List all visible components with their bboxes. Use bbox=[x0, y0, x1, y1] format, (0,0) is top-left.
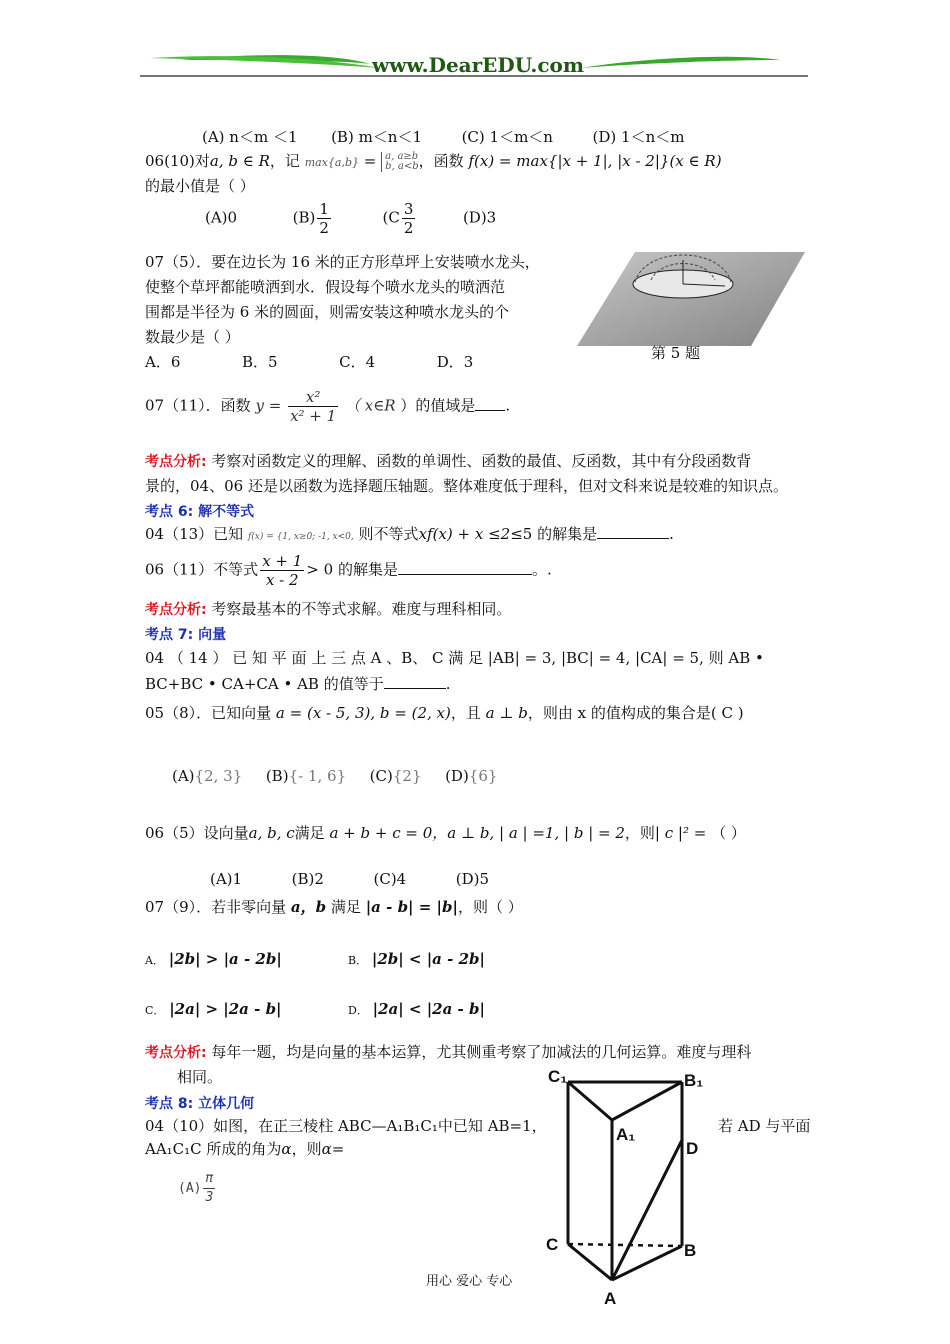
option-b-label: (B) bbox=[292, 208, 316, 227]
label-a1: A₁ bbox=[616, 1125, 636, 1144]
numerator: 1 bbox=[319, 200, 329, 218]
figure-caption: 第 5 题 bbox=[651, 344, 701, 362]
answer-blank[interactable] bbox=[597, 538, 669, 539]
q06-5 bbox=[145, 822, 746, 844]
lawn-plane bbox=[577, 252, 805, 346]
analysis-text: 考察最基本的不等式求解。难度与理科相同。 bbox=[206, 600, 512, 618]
denominator: 2 bbox=[319, 219, 329, 237]
domain: （ x∈R bbox=[344, 396, 396, 415]
q06-10-line2: 的最小值是（ ） bbox=[145, 177, 255, 195]
text: ，且 bbox=[450, 704, 481, 722]
denominator: 2 bbox=[403, 219, 414, 237]
q04-10-line1: 04（10）如图，在正三棱柱 ABC—A₁B₁C₁中已知 AB=1， bbox=[145, 1117, 547, 1135]
edge-ca-thin bbox=[568, 1244, 612, 1280]
analysis-5-line2: 景的，04、06 还是以函数为选择题压轴题。整体难度低于理科，但对文科来说是较难的知识点。 bbox=[145, 477, 788, 495]
edge-c1a1 bbox=[568, 1082, 612, 1120]
text: ，函数 bbox=[418, 152, 464, 170]
q07-9-option-d-row bbox=[348, 998, 485, 1022]
option-a: |2b| > |a - 2b| bbox=[168, 950, 282, 968]
numerator: π bbox=[203, 1170, 215, 1189]
case-1: a, a≥b bbox=[385, 151, 419, 162]
option-d: D．3 bbox=[436, 353, 474, 371]
q06-11 bbox=[145, 552, 552, 589]
footer-text: 用心 爱心 专心 bbox=[426, 1274, 513, 1289]
analysis-5-line1 bbox=[145, 450, 751, 473]
option-c: |2a| > |2a - b| bbox=[169, 1000, 282, 1018]
q-number: 07（9）．若非零向量 bbox=[145, 898, 287, 916]
q05-8-options bbox=[172, 765, 497, 787]
choice-c: (C) 1＜m＜n bbox=[461, 128, 553, 146]
option-d-label: D． bbox=[348, 1004, 368, 1017]
condition: a, b ∈ R bbox=[209, 152, 270, 170]
piecewise-max bbox=[381, 152, 419, 172]
q-number: 07（11）．函数 bbox=[145, 396, 251, 415]
choice-d: (D) 1＜n＜m bbox=[592, 128, 685, 146]
analysis-label: 考点分析: bbox=[145, 1045, 207, 1061]
q06-10-options bbox=[205, 200, 496, 237]
choice-b: (B) m＜n＜1 bbox=[331, 128, 423, 146]
q04-10-line2 bbox=[145, 1138, 344, 1160]
text: 满足 bbox=[294, 824, 325, 842]
target: | c |² = bbox=[654, 824, 707, 842]
option-d: (D)3 bbox=[462, 208, 497, 227]
piecewise: f(x) = {1, x≥0; -1, x<0, bbox=[247, 532, 354, 542]
section-6-title: 考点 6: 解不等式 bbox=[145, 504, 255, 520]
label-b1: B₁ bbox=[684, 1071, 704, 1090]
logo-swoosh-right bbox=[580, 57, 780, 68]
option-b: |2b| < |a - 2b| bbox=[371, 950, 485, 968]
option-d: |2a| < |2a - b| bbox=[372, 1000, 485, 1018]
option-a: (A)0 bbox=[205, 208, 238, 227]
q07-5-options bbox=[145, 351, 473, 373]
header-logo bbox=[140, 48, 810, 82]
q07-9-option-c-row bbox=[145, 998, 282, 1022]
q07-5-line3: 围都是半径为 6 米的圆面，则需安装这种喷水龙头的个 bbox=[145, 303, 510, 321]
answer-blank[interactable] bbox=[384, 688, 446, 689]
text: . bbox=[505, 396, 511, 415]
option-d: (D)5 bbox=[455, 870, 490, 888]
option-b-label: (B) bbox=[265, 767, 289, 785]
option-a-label: (A) bbox=[178, 1181, 202, 1196]
option-b: B．5 bbox=[241, 353, 278, 371]
text: . bbox=[669, 525, 674, 543]
q04-10-option-a bbox=[178, 1170, 217, 1207]
fraction bbox=[260, 552, 304, 589]
alpha: α bbox=[321, 1140, 332, 1158]
text: > 0 的解集是 bbox=[306, 560, 398, 579]
prism-diagram bbox=[540, 1064, 720, 1312]
text: = bbox=[331, 1140, 345, 1158]
choice-a: (A) n＜m ＜1 bbox=[202, 128, 298, 146]
q07-5-line1: 07（5）．要在边长为 16 米的正方形草坪上安装喷水龙头， bbox=[145, 253, 540, 271]
option-a: A．6 bbox=[145, 353, 181, 371]
text: （ ） bbox=[711, 824, 746, 842]
numerator: x + 1 bbox=[262, 552, 303, 570]
option-b-fraction bbox=[317, 200, 331, 237]
q-number: 04（13）已知 bbox=[145, 525, 244, 543]
max-label: max{a,b} bbox=[304, 156, 359, 169]
option-b-label: B． bbox=[348, 954, 368, 967]
option-c: {2} bbox=[392, 767, 422, 785]
denominator: 3 bbox=[205, 1190, 214, 1205]
text: BC+BC • CA+CA • AB 的值等于 bbox=[145, 675, 384, 693]
q06-10-line1 bbox=[145, 150, 722, 174]
option-a: (A)1 bbox=[210, 870, 243, 888]
inequality: xf(x) + x ≤2 bbox=[418, 525, 511, 543]
option-a-fraction bbox=[203, 1170, 215, 1207]
denominator: x² + 1 bbox=[290, 407, 337, 425]
label-b: B bbox=[684, 1241, 697, 1260]
option-c-label: C． bbox=[145, 1004, 165, 1017]
segment-ad bbox=[612, 1140, 682, 1280]
edge-ba bbox=[612, 1246, 682, 1280]
q04-14-line2 bbox=[145, 673, 451, 695]
perpendicular: a ⊥ b bbox=[485, 704, 528, 722]
option-a-label: (A) bbox=[172, 767, 195, 785]
label-c1: C₁ bbox=[548, 1067, 568, 1086]
text: 。. bbox=[531, 560, 552, 579]
function-expr: f(x) = max{|x + 1|, |x - 2|}(x ∈ R) bbox=[468, 152, 722, 170]
logo-text: www.DearEDU.com bbox=[372, 53, 585, 77]
option-c: C．4 bbox=[339, 353, 376, 371]
lhs: y = bbox=[255, 396, 282, 415]
q-number: 06(10)对 bbox=[145, 152, 210, 170]
label-c: C bbox=[546, 1235, 559, 1254]
option-c-label: (C) bbox=[369, 767, 393, 785]
text: ，记 bbox=[269, 152, 300, 170]
numerator: 3 bbox=[403, 200, 414, 218]
option-c-fraction bbox=[402, 200, 416, 237]
q06-5-options bbox=[210, 868, 489, 890]
analysis-6 bbox=[145, 598, 511, 621]
logo-swoosh-left-2 bbox=[150, 56, 380, 68]
analysis-text: 每年一题，均是向量的基本运算，尤其侧重考察了加减法的几何运算。难度与理科 bbox=[206, 1043, 752, 1061]
q07-9 bbox=[145, 896, 523, 918]
q04-13 bbox=[145, 523, 674, 548]
option-d-label: (D) bbox=[445, 767, 469, 785]
label-a: A bbox=[604, 1289, 617, 1308]
analysis-text: 考察对函数定义的理解、函数的单调性、函数的最值、反函数，其中有分段函数背 bbox=[206, 452, 752, 470]
q07-9-option-b-row bbox=[348, 948, 485, 972]
vectors: a，b bbox=[290, 898, 327, 916]
q-number: 06（5）设向量 bbox=[145, 824, 249, 842]
option-b: (B)2 bbox=[291, 870, 324, 888]
q-number: 05（8）．已知向量 bbox=[145, 704, 272, 722]
case-2: b, a<b bbox=[385, 161, 419, 172]
section-8-title: 考点 8: 立体几何 bbox=[145, 1096, 255, 1112]
q05-8 bbox=[145, 702, 744, 724]
text: 则不等式 bbox=[358, 525, 419, 543]
text: ，则由 x 的值构成的集合是( C ) bbox=[527, 704, 744, 722]
option-c: (C)4 bbox=[373, 870, 407, 888]
q07-11 bbox=[145, 388, 510, 425]
q07-5-line2: 使整个草坪都能喷洒到水．假设每个喷水龙头的喷洒范 bbox=[145, 278, 506, 296]
q-number: 06（11）不等式 bbox=[145, 560, 259, 579]
option-d: {6} bbox=[468, 767, 498, 785]
option-a-label: A． bbox=[145, 954, 164, 967]
fraction bbox=[288, 388, 338, 425]
answer-blank[interactable] bbox=[398, 574, 532, 575]
text: . bbox=[445, 675, 451, 693]
edge-b1a1 bbox=[612, 1082, 682, 1120]
text: AA₁C₁C 所成的角为 bbox=[145, 1140, 282, 1158]
text: ，则 bbox=[624, 824, 655, 842]
q04-14-line1: 04 （ 14 ） 已 知 平 面 上 三 点 A 、B、 C 满 足 |AB| = 3, |BC| = 4, |CA| = 5, 则 AB • bbox=[145, 649, 764, 667]
q07-9-option-a-row bbox=[145, 948, 282, 972]
condition-2: ，a ⊥ b, | a | =1, | b | = 2 bbox=[432, 824, 625, 842]
text: ，则（ ） bbox=[457, 898, 523, 916]
text: 满足 bbox=[330, 898, 361, 916]
numerator: x² bbox=[288, 388, 338, 407]
q04-10-right: 若 AD 与平面 bbox=[718, 1117, 811, 1135]
section-7-title: 考点 7: 向量 bbox=[145, 627, 227, 643]
analysis-7-line1 bbox=[145, 1041, 751, 1064]
analysis-7-line2: 相同。 bbox=[177, 1068, 223, 1086]
denominator: x - 2 bbox=[265, 571, 299, 589]
option-c-label: (C bbox=[382, 208, 400, 227]
vectors: a = (x - 5, 3), b = (2, x) bbox=[275, 704, 451, 722]
text: ）的值域是 bbox=[400, 396, 476, 415]
label-d: D bbox=[686, 1139, 699, 1158]
analysis-label: 考点分析: bbox=[145, 454, 207, 470]
sprinkler-figure bbox=[575, 246, 807, 350]
text: ，则 bbox=[291, 1140, 322, 1158]
text: ≤5 的解集是 bbox=[510, 525, 598, 543]
answer-blank[interactable] bbox=[475, 410, 505, 411]
edge-cb-hidden bbox=[568, 1244, 682, 1246]
option-b: {- 1, 6} bbox=[288, 767, 347, 785]
equals: = bbox=[363, 152, 377, 170]
condition: |a - b| = |b| bbox=[365, 898, 458, 916]
q07-5-line4: 数最少是（ ） bbox=[145, 328, 240, 346]
condition: a + b + c = 0 bbox=[329, 824, 433, 842]
analysis-label: 考点分析: bbox=[145, 602, 207, 618]
option-a: {2, 3} bbox=[194, 767, 243, 785]
vectors: a, b, c bbox=[248, 824, 295, 842]
alpha: α bbox=[281, 1140, 292, 1158]
q06-7-choices bbox=[202, 126, 684, 148]
